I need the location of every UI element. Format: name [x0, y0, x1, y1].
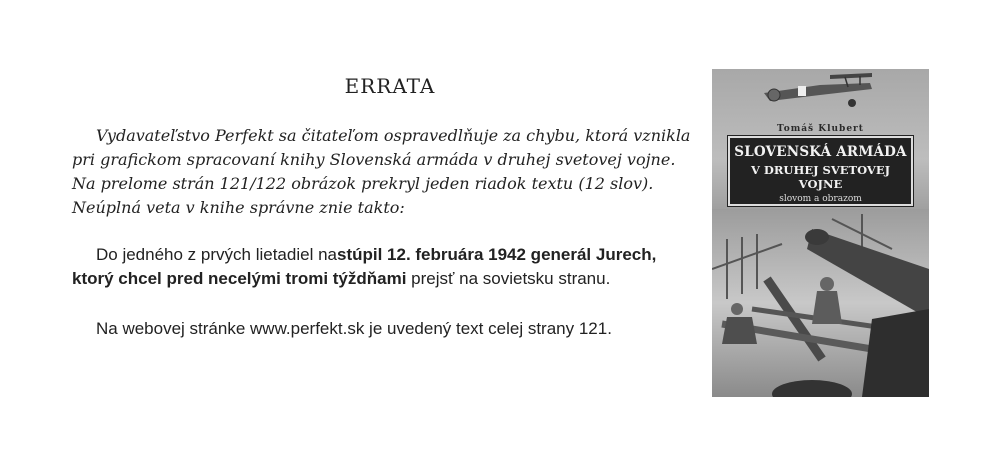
apology-line-3: Na prelome strán 121/122 obrázok prekryl jeden riadok textu (12 slov). — [72, 174, 654, 193]
apology-line-2: pri grafickom spracovaní knihy Slovenská armáda v druhej svetovej vojne. — [72, 150, 676, 169]
cover-subtitle: slovom a obrazom — [779, 194, 862, 204]
corrected-text-bold-2: ktorý chcel pred necelými tromi týždňami — [72, 269, 407, 288]
cover-title-line-1: SLOVENSKÁ ARMÁDA — [734, 144, 907, 160]
website-note-paragraph — [72, 317, 692, 341]
battle-scene-illustration — [712, 209, 929, 397]
cover-title-line-2: V DRUHEJ SVETOVEJ VOJNE — [750, 163, 891, 191]
errata-title: ERRATA — [344, 74, 436, 98]
apology-paragraph — [72, 124, 692, 220]
book-cover-image — [712, 69, 929, 397]
apology-line-1: Vydavateľstvo Perfekt sa čitateľom ospravedlňuje za chybu, ktorá vznikla — [96, 126, 691, 145]
apology-line-4: Neúplná veta v knihe správne znie takto: — [72, 198, 405, 217]
biplane-icon — [760, 73, 880, 109]
corrected-sentence-paragraph — [72, 243, 692, 291]
cover-title-box — [728, 136, 913, 206]
website-note-text: Na webovej stránke www.perfekt.sk je uvedený text celej strany 121. — [96, 319, 612, 338]
corrected-text-end: prejsť na sovietsku stranu. — [406, 269, 611, 288]
corrected-text-normal: Do jedného z prvých lietadiel na — [96, 245, 337, 264]
cover-author: Tomáš Klubert — [777, 124, 864, 134]
corrected-text-bold-1: stúpil 12. februára 1942 generál Jurech, — [336, 245, 657, 264]
